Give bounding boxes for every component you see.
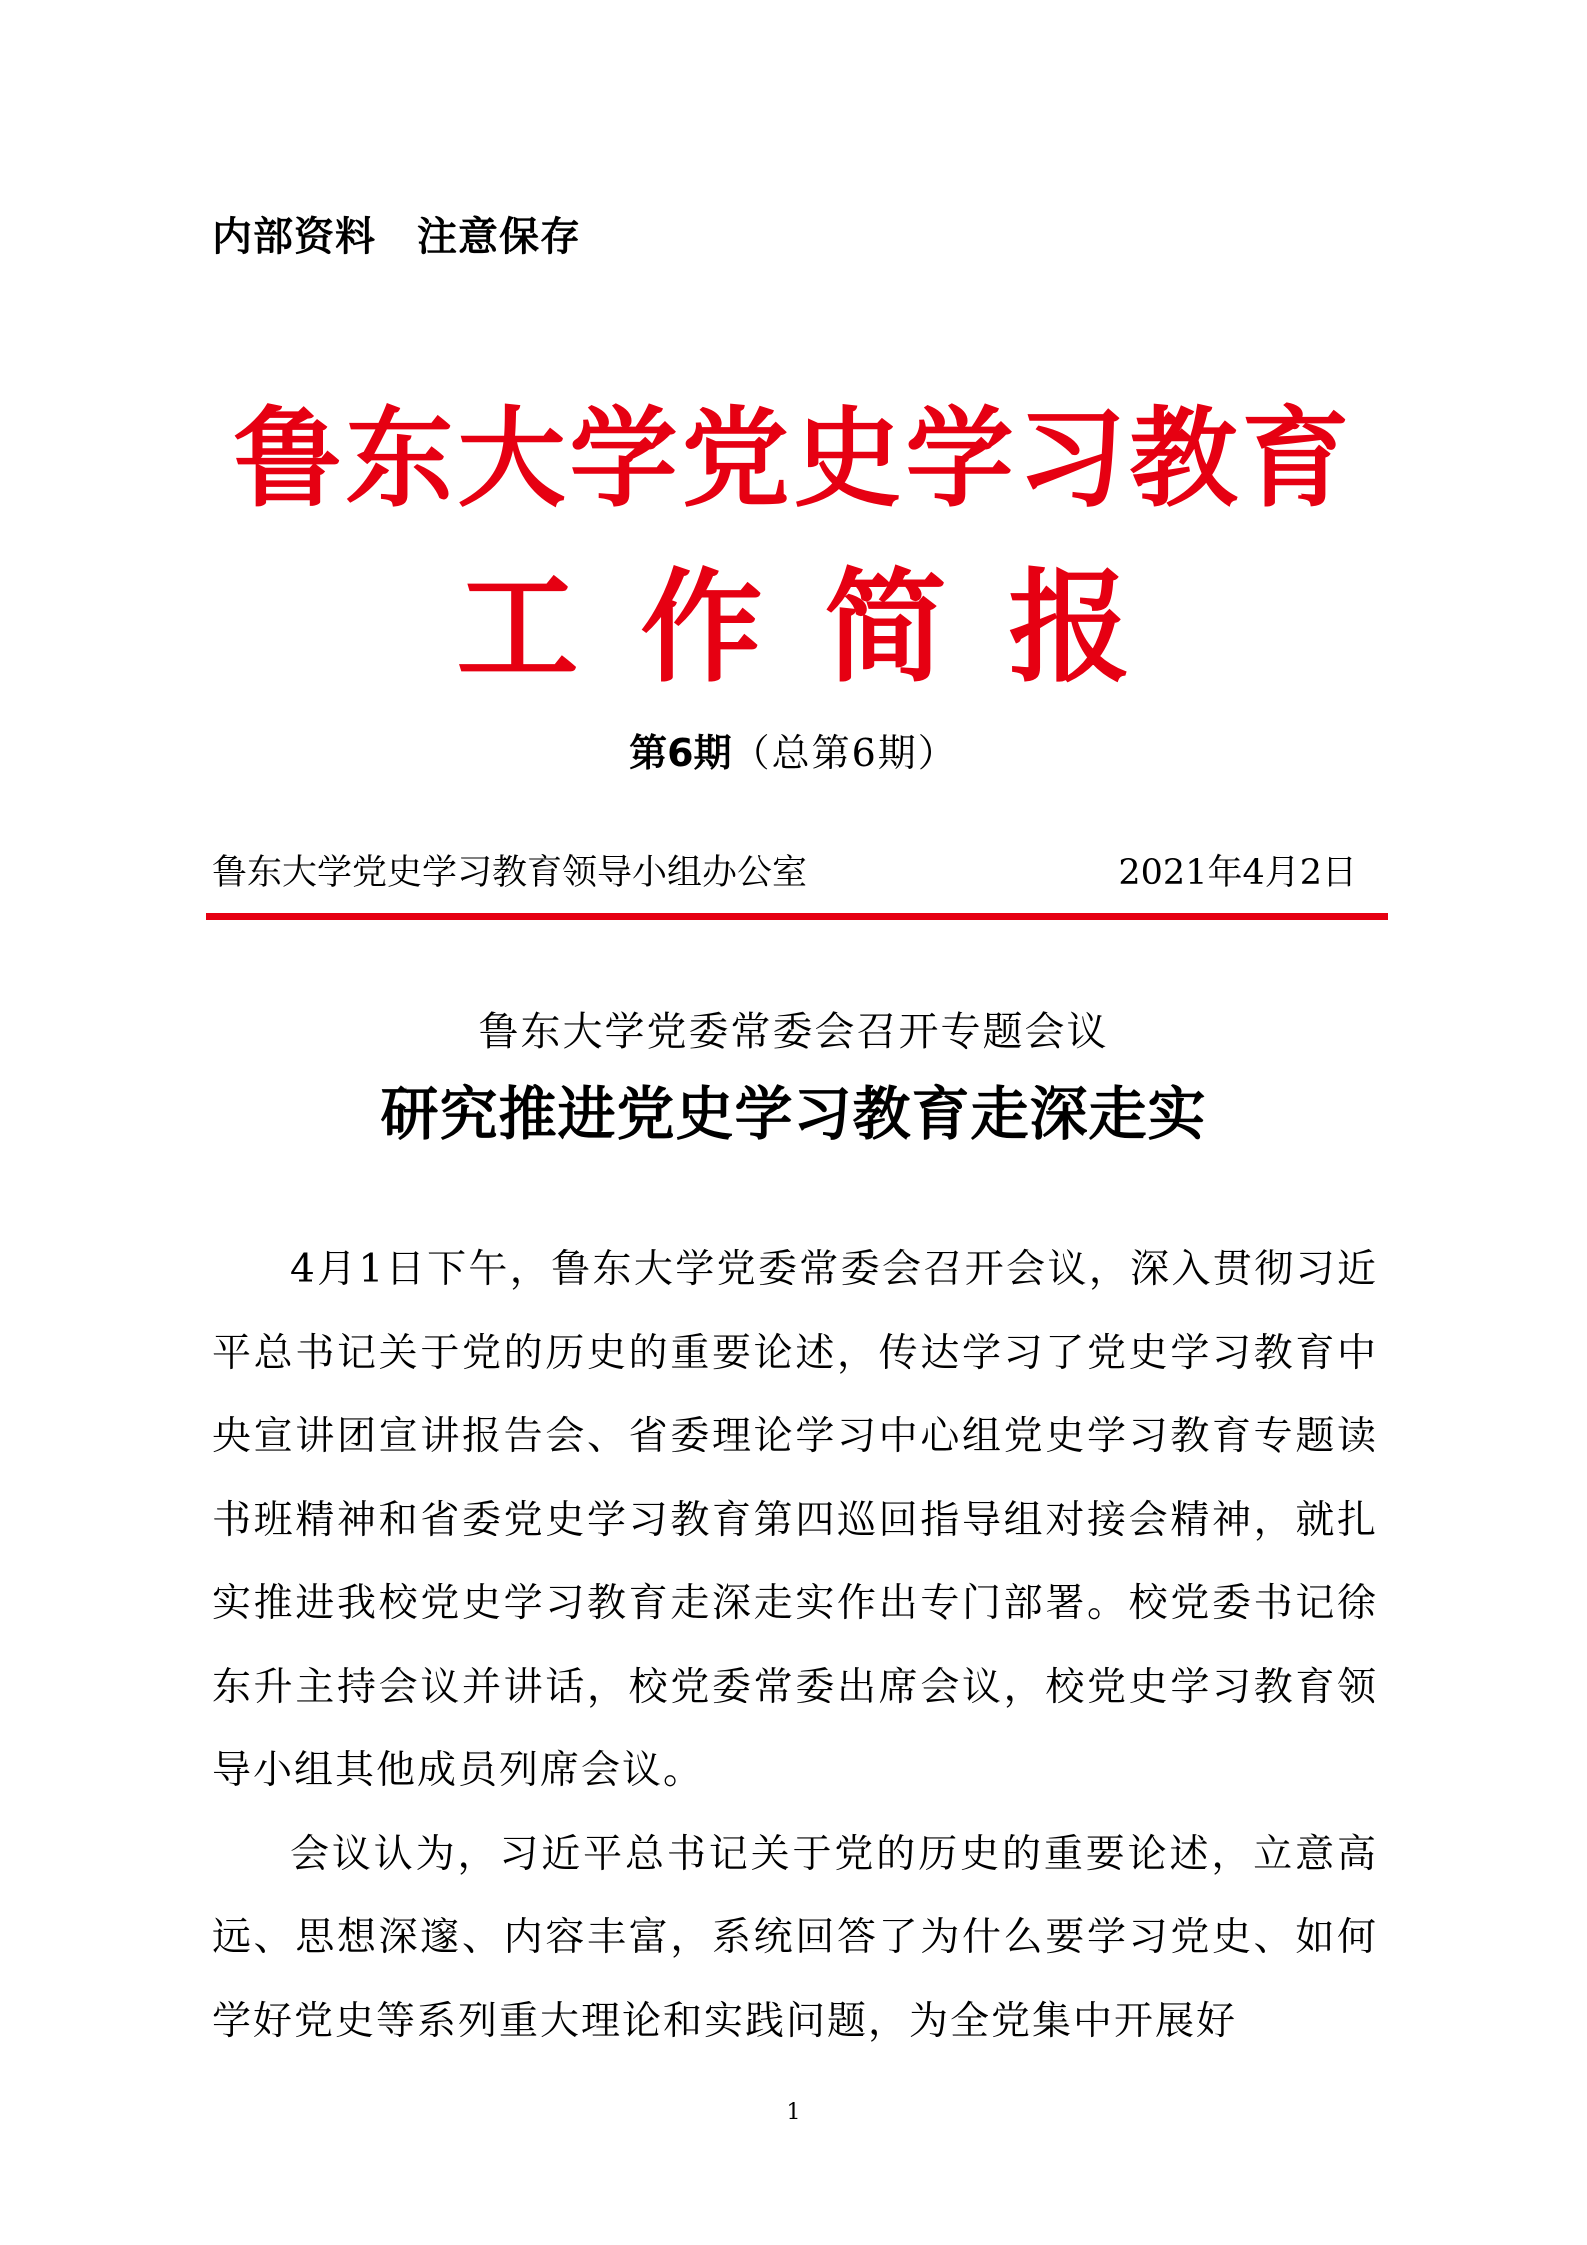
article-body	[212, 1228, 1378, 2063]
masthead-subtitle: 工作简报	[456, 557, 1193, 699]
page-number: 1	[786, 2100, 801, 2125]
article-subtitle: 鲁东大学党委常委会召开专题会议	[478, 1009, 1109, 1055]
publisher-office: 鲁东大学党史学习教育领导小组办公室	[212, 853, 808, 893]
issue-main: 第6期	[629, 731, 732, 775]
article-paragraph: 会议认为，习近平总书记关于党的历史的重要论述，立意高远、思想深邃、内容丰富，系统回答了为什么要学习党史、如何学好党史等系列重大理论和实践问题，为全党集中开展好	[212, 1831, 1378, 2044]
article-title: 研究推进党史学习教育走深走实	[380, 1080, 1207, 1148]
publication-date: 2021年4月2日	[1118, 853, 1357, 893]
article-paragraph: 4月1日下午，鲁东大学党委常委会召开会议，深入贯彻习近平总书记关于党的历史的重要论述，传达学习了党史学习教育中央宣讲团宣讲报告会、省委理论学习中心组党史学习教育专题读书班精神和省委党史学习教育第四巡回指导组对接会精神，就扎实推进我校党史学习教育走深走实作出专门部署。校党委书记徐东升主持会议并讲话，校党委常委出席会议，校党史学习教育领导小组其他成员列席会议。	[212, 1247, 1378, 1793]
issue-number	[0, 722, 1587, 777]
confidential-notice: 内部资料 注意保存	[212, 214, 581, 260]
masthead-title: 鲁东大学党史学习教育	[233, 397, 1354, 522]
header-divider	[206, 913, 1388, 920]
issue-total: （总第6期）	[731, 731, 958, 775]
